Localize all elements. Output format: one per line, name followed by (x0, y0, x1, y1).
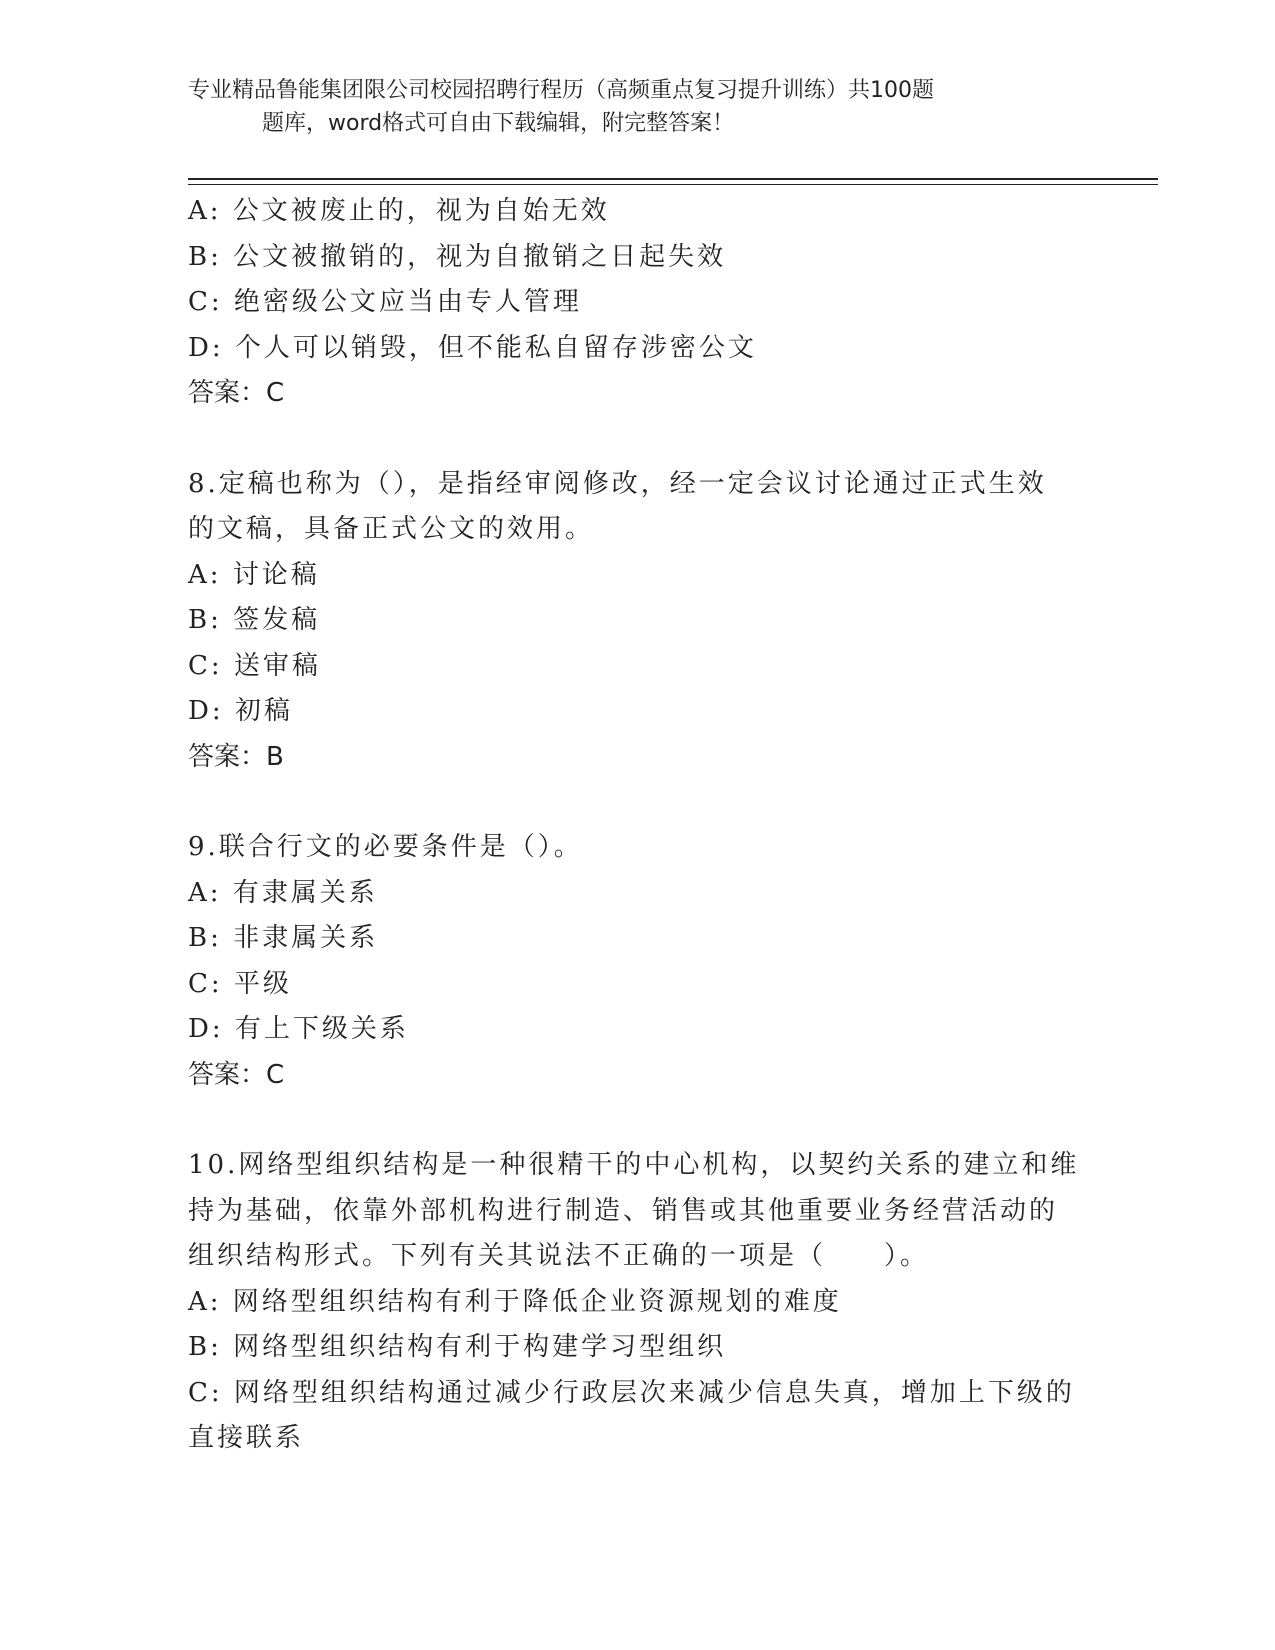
question-10 (188, 1143, 1088, 1462)
question-stem-line: 8.定稿也称为（），是指经审阅修改，经一定会议讨论通过正式生效 (188, 468, 1047, 499)
question-9 (188, 825, 1088, 1098)
option-b: B: 非隶属关系 (188, 923, 379, 953)
option-c: C: 绝密级公文应当由专人管理 (188, 287, 582, 317)
question-stem-line: 组织结构形式。下列有关其说法不正确的一项是（ ）。 (188, 1241, 930, 1271)
answer-line: 答案：C (188, 1059, 285, 1090)
question-stem-line: 持为基础，依靠外部机构进行制造、销售或其他重要业务经营活动的 (188, 1195, 1059, 1226)
option-d: D: 个人可以销毁，但不能私自留存涉密公文 (188, 332, 757, 363)
answer-line: 答案：B (188, 741, 284, 772)
option-c-continuation: 直接联系 (188, 1423, 305, 1453)
document-header (188, 74, 1088, 140)
option-d: D: 初稿 (188, 696, 293, 726)
header-divider-thin (188, 184, 1158, 185)
header-title-line-2: 题库，word格式可自由下载编辑，附完整答案！ (262, 111, 735, 136)
option-c: C: 网络型组织结构通过减少行政层次来减少信息失真，增加上下级的 (188, 1377, 1075, 1408)
question-stem-line: 的文稿，具备正式公文的效用。 (188, 514, 595, 544)
option-a: A: 有隶属关系 (188, 877, 378, 908)
option-a: A: 网络型组织结构有利于降低企业资源规划的难度 (188, 1286, 842, 1317)
question-stem-line: 9.联合行文的必要条件是（）。 (188, 832, 583, 862)
header-divider-thick (188, 178, 1158, 180)
option-c: C: 送审稿 (188, 650, 321, 681)
option-b: B: 网络型组织结构有利于构建学习型组织 (188, 1332, 727, 1362)
question-8 (188, 462, 1088, 781)
option-a: A: 讨论稿 (188, 559, 320, 590)
question-content (188, 189, 1088, 1462)
header-title-line-1: 专业精品鲁能集团限公司校园招聘行程历（高频重点复习提升训练）共100题 (188, 78, 934, 103)
option-b: B: 签发稿 (188, 605, 321, 635)
option-d: D: 有上下级关系 (188, 1014, 409, 1044)
option-c: C: 平级 (188, 968, 292, 999)
question-7 (188, 189, 1088, 417)
option-b: B: 公文被撤销的，视为自撤销之日起失效 (188, 241, 727, 272)
answer-line: 答案：C (188, 378, 285, 408)
option-a: A: 公文被废止的，视为自始无效 (188, 196, 610, 226)
question-stem-line: 10.网络型组织结构是一种很精干的中心机构，以契约关系的建立和维 (188, 1150, 1080, 1180)
